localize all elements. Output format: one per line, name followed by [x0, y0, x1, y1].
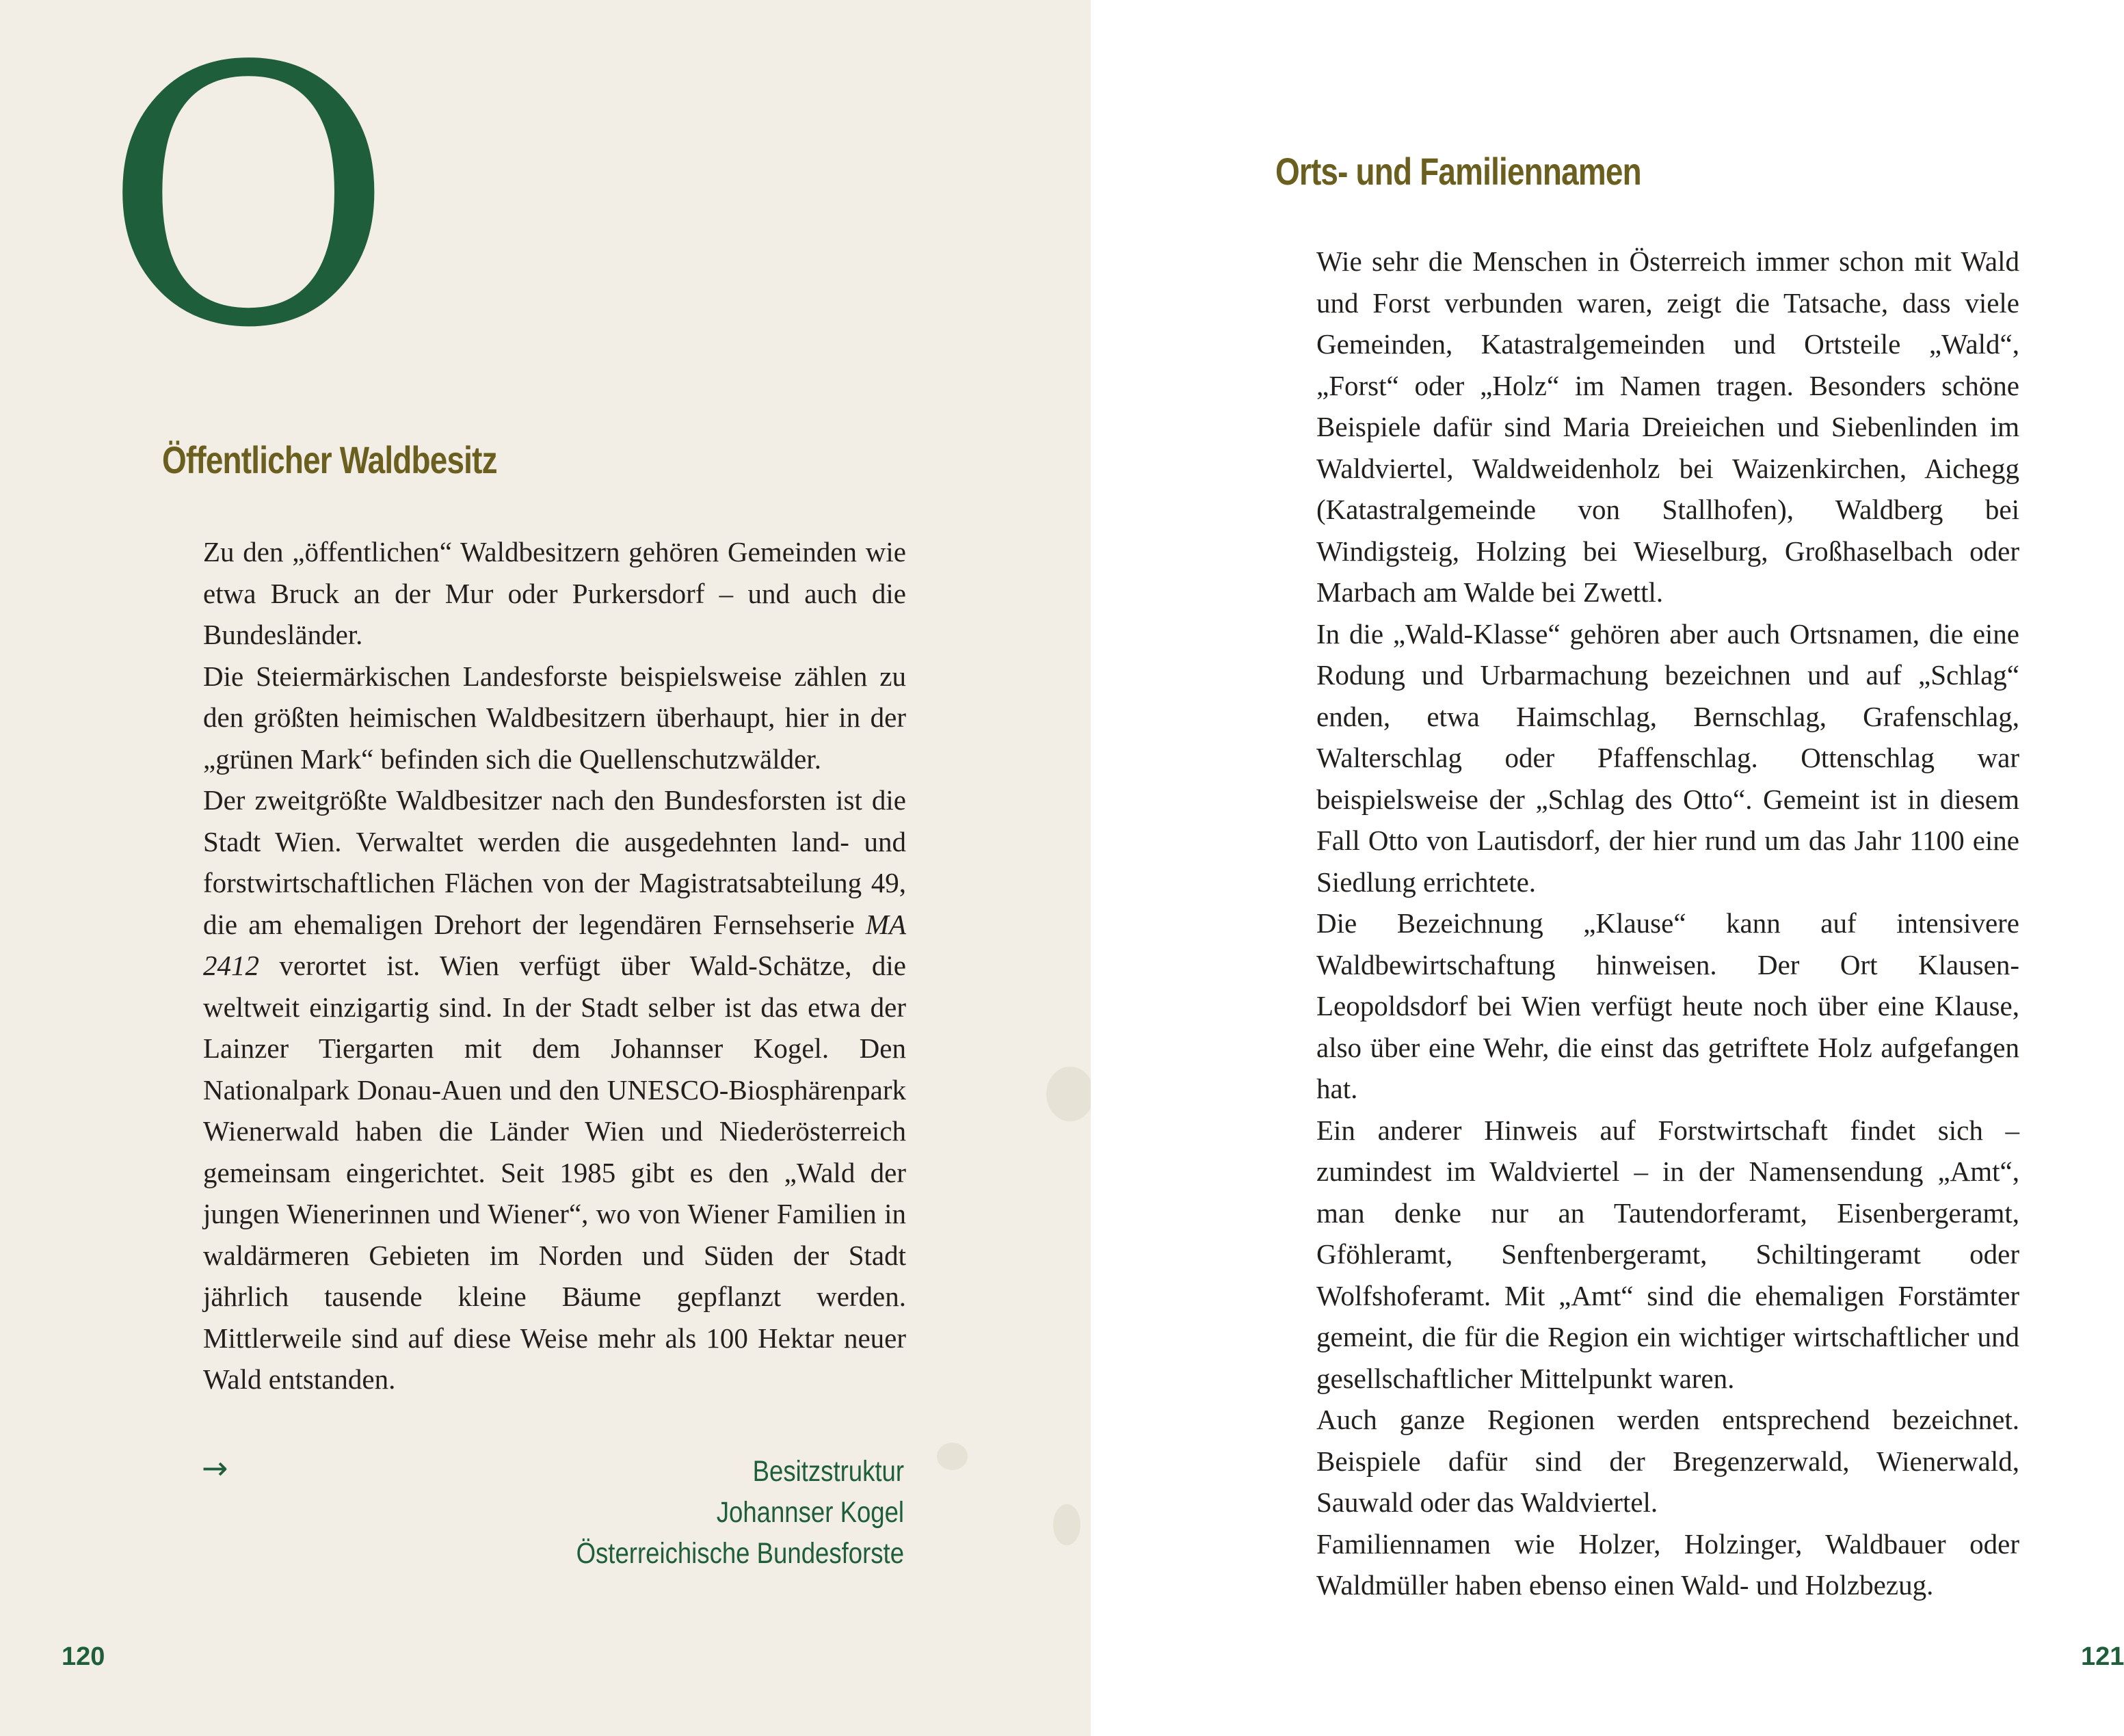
paragraph-text: verortet ist. Wien verfügt über Wald-Schätze, die weltweit einzigartig sind. In der Stadt selber ist das etwa der Lainzer Tiergarten mit dem Johannser Kogel. Den Nationalpark Donau-Auen und den UNESCO-Biosphärenpark Wienerwald haben die Länder Wien und Niederösterreich gemeinsam eingerichtet. Seit 1985 gibt es den „Wald der jungen Wienerinnen und Wiener“, wo von Wiener Familien in waldärmeren Gebieten im Norden und Süden der Stadt jährlich tausende kleine Bäume gepflanzt werden. Mittlerweile sind auf diese Weise mehr als 100 Hektar neuer Wald entstanden. [203, 950, 906, 1395]
body-text-left [203, 531, 906, 1400]
paragraph: Die Bezeichnung „Klause“ kann auf intensivere Waldbewirtschaftung hinweisen. Der Ort Klausen-Leopoldsdorf bei Wien verfügt heute noch über eine Klause, also über eine Wehr, die einst das getriftete Holz aufgefangen hat. [1316, 907, 2019, 1104]
paper-texture-spot [937, 1443, 968, 1470]
paragraph: In die „Wald-Klasse“ gehören aber auch Ortsnamen, die eine Rodung und Urbarmachung bezeichnen und auf „Schlag“ enden, etwa Haimschlag, Bernschlag, Grafenschlag, Walterschlag oder Pfaffenschlag. Ottenschlag war beispielsweise der „Schlag des Otto“. Gemeint ist in diesem Fall Otto von Lautisdorf, der hier rund um das Jahr 1100 eine Siedlung errichtete. [1316, 617, 2019, 898]
paragraph: Familiennamen wie Holzer, Holzinger, Waldbauer oder Waldmüller haben ebenso einen Wald- und Holzbezug. [1316, 1527, 2019, 1601]
paragraph-text: Der zweitgrößte Waldbesitzer nach den Bundesforsten ist die Stadt Wien. Verwaltet werden die ausgedehnten land- und forstwirtschaftlichen Flächen von der Magistratsabteilung 49, die am ehemaligen Drehort der legendären Fernsehserie [203, 784, 906, 940]
paper-texture-spot [1053, 1504, 1080, 1545]
page-number: 121 [2081, 1642, 2124, 1671]
series-title-italic: MA 2412 [203, 908, 906, 981]
paragraph: Die Steiermärkischen Landesforste beispielsweise zählen zu den größten heimischen Waldbesitzern überhaupt, hier in der „grünen Mark“ befinden sich die Quellenschutzwälder. [203, 660, 906, 775]
cross-reference-link[interactable]: Besitzstruktur [752, 1455, 904, 1488]
paragraph [203, 779, 906, 1400]
body-text-right [1316, 241, 2019, 1606]
paragraph: Auch ganze Regionen werden entsprechend bezeichnet. Beispiele dafür sind der Bregenzerwald, Wienerwald, Sauwald oder das Waldviertel. [1316, 1404, 2019, 1518]
paragraph: Ein anderer Hinweis auf Forstwirtschaft findet sich – zumindest im Waldviertel – in der Namensendung „Amt“, man denke nur an Tautendorferamt, Eisenbergeramt, Gföhleramt, Senftenbergeramt, Schiltingeramt oder Wolfshoferamt. Mit „Amt“ sind die ehemaligen Forstämter gemeint, die für die Region ein wichtiger wirtschaftlicher und gesellschaftlicher Mittelpunkt waren. [1316, 1114, 2019, 1394]
arrow-right-icon: → [202, 1450, 228, 1486]
right-page [1091, 0, 2124, 1736]
page-number: 120 [62, 1642, 105, 1671]
paper-texture-spot [1046, 1067, 1094, 1121]
cross-reference-link[interactable]: Österreichische Bundesforste [576, 1537, 904, 1570]
section-heading: Öffentlicher Waldbesitz [162, 438, 497, 481]
section-heading: Orts- und Familiennamen [1275, 150, 1641, 193]
cross-references [576, 1451, 904, 1574]
paragraph: Wie sehr die Menschen in Österreich immer schon mit Wald und Forst verbunden waren, zeigt die Tatsache, dass viele Gemeinden, Katastralgemeinden und Ortsteile „Wald“, „Forst“ oder „Holz“ im Namen tragen. Besonders schöne Beispiele dafür sind Maria Dreieichen und Siebenlinden im Waldviertel, Waldweidenholz bei Waizenkirchen, Aichegg (Katastralgemeinde von Stallhofen), Waldberg bei Windigsteig, Holzing bei Wieselburg, Großhaselbach oder Marbach am Walde bei Zwettl. [1316, 245, 2019, 608]
cross-reference-link[interactable]: Johannser Kogel [716, 1496, 904, 1529]
paragraph: Zu den „öffentlichen“ Waldbesitzern gehören Gemeinden wie etwa Bruck an der Mur oder Purkersdorf – und auch die Bundesländer. [203, 536, 906, 650]
chapter-drop-letter: O [103, 0, 395, 405]
